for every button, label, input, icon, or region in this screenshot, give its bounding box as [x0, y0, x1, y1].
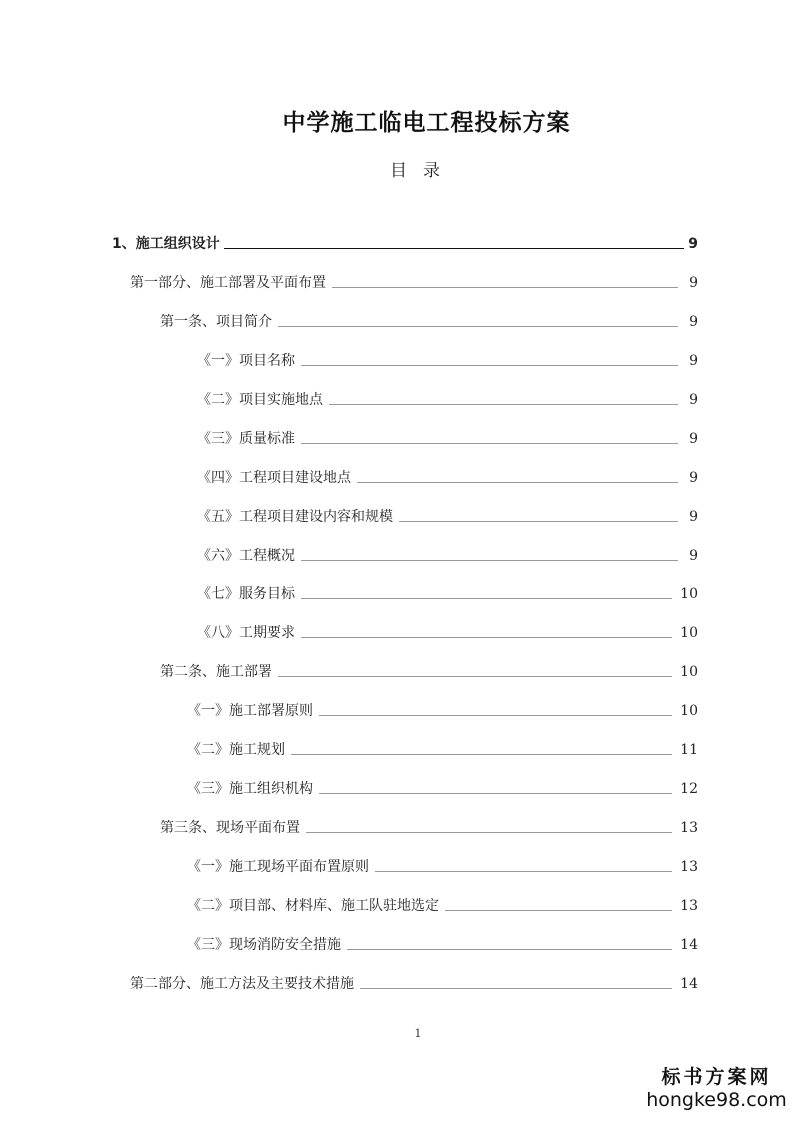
toc-entry[interactable]: [197, 428, 698, 448]
toc-entry-page: 10: [680, 586, 698, 602]
toc-entry-label: 《一》施工现场平面布置原则: [187, 859, 369, 875]
watermark-brand: 标书方案网: [661, 1066, 772, 1088]
toc-entry-page: 9: [689, 509, 698, 525]
toc-entry[interactable]: [197, 506, 698, 526]
site-watermark: [640, 1066, 793, 1112]
toc-leader-line: [329, 403, 678, 405]
toc-heading: 目录: [390, 161, 456, 181]
toc-entry-label: 《三》质量标准: [197, 431, 295, 447]
toc-leader-line: [291, 753, 672, 755]
toc-entry-page: 9: [689, 275, 698, 291]
toc-leader-line: [360, 987, 672, 989]
toc-entry-page: 9: [689, 470, 698, 486]
toc-leader-line: [319, 714, 672, 716]
toc-entry-label: 《一》施工部署原则: [187, 703, 313, 719]
toc-entry-page: 10: [680, 664, 698, 680]
toc-leader-line: [347, 948, 672, 950]
toc-entry-label: 第二部分、施工方法及主要技术措施: [130, 976, 354, 992]
toc-entry[interactable]: [197, 467, 698, 487]
toc-entry-label: 《三》现场消防安全措施: [187, 937, 341, 953]
toc-entry[interactable]: [187, 895, 698, 915]
toc-entry-page: 11: [680, 742, 698, 758]
toc-entry-label: 《五》工程项目建设内容和规模: [197, 509, 393, 525]
toc-entry-page: 12: [680, 781, 698, 797]
toc-entry-label: 《二》项目实施地点: [197, 392, 323, 408]
toc-entry-page: 10: [680, 625, 698, 641]
toc-entry[interactable]: [197, 622, 698, 642]
toc-leader-line: [445, 909, 672, 911]
toc-entry-label: 《八》工期要求: [197, 625, 295, 641]
document-title: 中学施工临电工程投标方案: [282, 110, 571, 136]
toc-leader-line: [301, 364, 678, 366]
toc-entry-label: 《三》施工组织机构: [187, 781, 313, 797]
toc-entry-label: 《四》工程项目建设地点: [197, 470, 351, 486]
toc-entry-label: 《二》项目部、材料库、施工队驻地选定: [187, 898, 439, 914]
toc-entry[interactable]: [197, 350, 698, 370]
toc-leader-line: [375, 870, 672, 872]
toc-entry[interactable]: [187, 700, 698, 720]
toc-entry-page: 9: [689, 431, 698, 447]
toc-entry-label: 1、施工组织设计: [112, 236, 220, 252]
toc-entry-label: 第二条、施工部署: [160, 664, 272, 680]
toc-leader-line: [319, 792, 672, 794]
toc-entry[interactable]: [187, 739, 698, 759]
toc-entry[interactable]: [197, 545, 698, 565]
toc-entry[interactable]: [112, 233, 698, 253]
toc-leader-line: [399, 520, 678, 522]
toc-entry-page: 9: [689, 392, 698, 408]
toc-entry[interactable]: [187, 778, 698, 798]
toc-entry-label: 《七》服务目标: [197, 586, 295, 602]
toc-entry-label: 《六》工程概况: [197, 548, 295, 564]
toc-entry-page: 9: [689, 353, 698, 369]
toc-leader-line: [306, 831, 672, 833]
toc-entry[interactable]: [160, 311, 698, 331]
toc-leader-line: [301, 636, 672, 638]
toc-leader-line: [301, 597, 672, 599]
toc-entry-page: 9: [689, 314, 698, 330]
toc-entry-label: 《一》项目名称: [197, 353, 295, 369]
toc-entry[interactable]: [187, 934, 698, 954]
watermark-url: hongke98.com: [646, 1089, 787, 1111]
toc-entry[interactable]: [197, 389, 698, 409]
page-number: 1: [414, 1027, 422, 1040]
toc-entry[interactable]: [197, 583, 698, 603]
toc-entry-page: 10: [680, 703, 698, 719]
toc-leader-line: [224, 247, 684, 249]
toc-entry[interactable]: [160, 817, 698, 837]
toc-entry-page: 9: [689, 548, 698, 564]
toc-entry[interactable]: [130, 272, 698, 292]
toc-leader-line: [278, 675, 672, 677]
toc-entry-page: 14: [680, 937, 698, 953]
toc-entry[interactable]: [160, 661, 698, 681]
toc-entry-page: 13: [680, 898, 698, 914]
toc-leader-line: [278, 325, 678, 327]
toc-leader-line: [301, 442, 678, 444]
toc-entry-label: 第一条、项目简介: [160, 314, 272, 330]
toc-entry[interactable]: [187, 856, 698, 876]
toc-entry-page: 14: [680, 976, 698, 992]
toc-entry-page: 13: [680, 820, 698, 836]
toc-entry-page: 9: [688, 236, 698, 252]
toc-leader-line: [332, 286, 678, 288]
toc-entry-label: 第一部分、施工部署及平面布置: [130, 275, 326, 291]
toc-entry-label: 第三条、现场平面布置: [160, 820, 300, 836]
toc-leader-line: [301, 559, 678, 561]
toc-entry-page: 13: [680, 859, 698, 875]
toc-entry[interactable]: [130, 973, 698, 993]
toc-entry-label: 《二》施工规划: [187, 742, 285, 758]
toc-leader-line: [357, 481, 678, 483]
